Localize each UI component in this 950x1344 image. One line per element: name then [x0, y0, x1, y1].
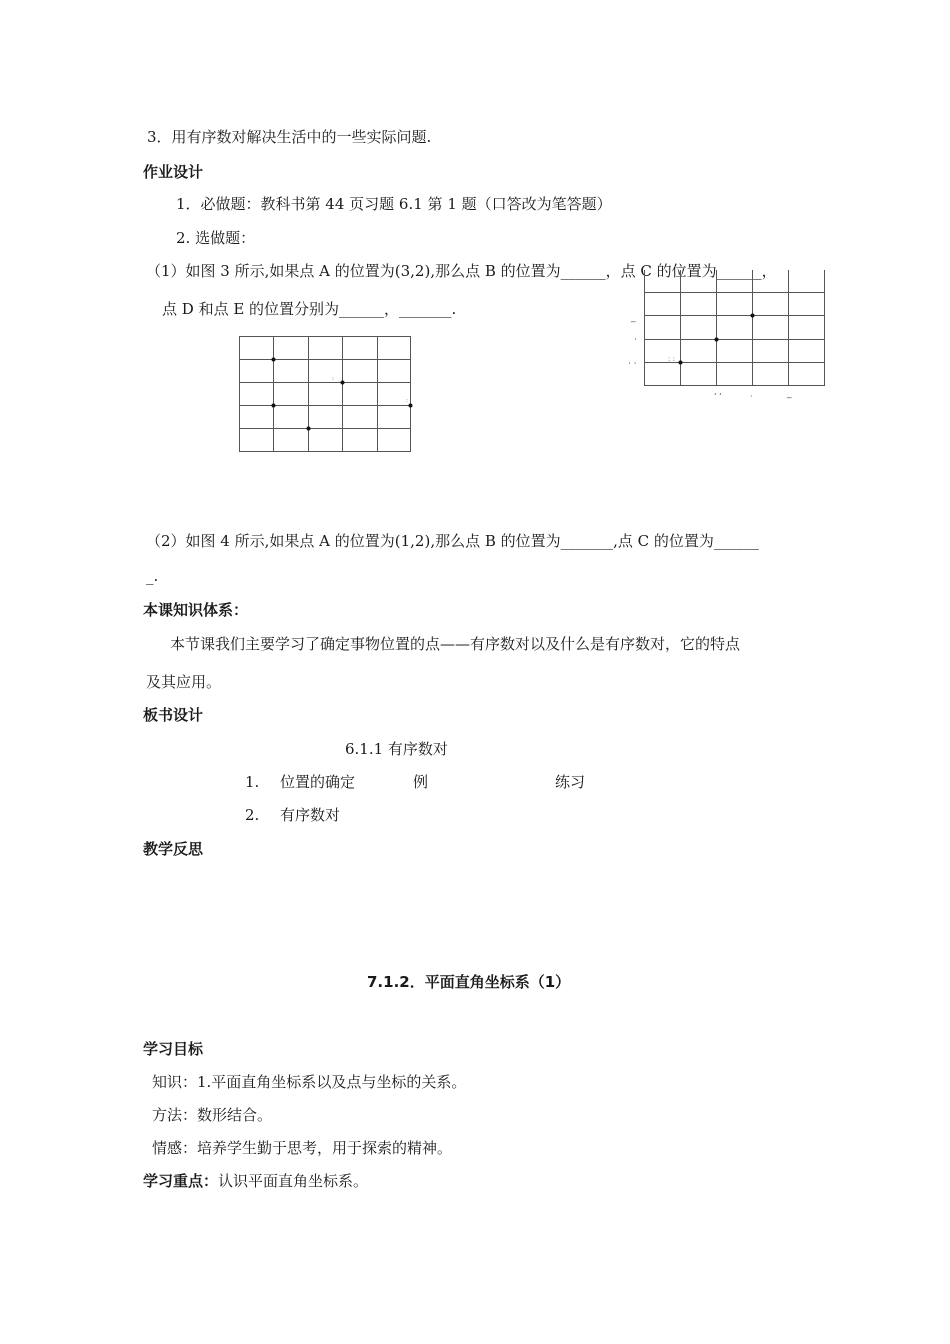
figure-4-stray-mark: ‘ ‘	[714, 392, 722, 401]
question-1-line-2: 点 D 和点 E 的位置分别为______，_______.	[162, 300, 457, 318]
figure-4-grid	[644, 270, 826, 388]
board-row-2-text: 有序数对	[280, 806, 341, 824]
homework-required: 1．必做题：教科书第 44 页习题 6.1 第 1 题（口答改为笔答题）	[176, 195, 612, 213]
board-row-1-practice: 练习	[555, 773, 586, 791]
figure-4-svg	[644, 270, 826, 388]
focus-line	[143, 1171, 368, 1191]
figure-4-stray-mark: : :	[668, 355, 675, 363]
summary-heading: 本课知识体系：	[143, 601, 249, 619]
figure-3-point	[272, 404, 276, 408]
question-1-line-1: （1）如图 3 所示,如果点 A 的位置为(3,2),那么点 B 的位置为______，点 C 的位置为______，	[146, 262, 777, 280]
figure-4-stray-mark: · ·	[628, 359, 637, 369]
reflection-heading: 教学反思	[143, 840, 204, 858]
summary-paragraph-line-1: 本节课我们主要学习了确定事物位置的点——有序数对以及什么是有序数对，它的特点	[170, 635, 741, 653]
board-row-1-text: 位置的确定	[280, 773, 356, 791]
item-3: 3．用有序数对解决生活中的一些实际问题.	[147, 128, 432, 146]
figure-4-point	[715, 338, 719, 342]
figure-4-stray-mark: _	[787, 389, 792, 399]
board-row-2-number: 2.	[245, 806, 260, 824]
figure-3-svg	[239, 336, 411, 452]
board-row-1-example: 例	[413, 773, 429, 791]
figure-3-point	[409, 404, 413, 408]
focus-text: 认识平面直角坐标系。	[218, 1172, 369, 1190]
figure-4-stray-mark: _	[631, 313, 636, 323]
figure-4-point	[679, 361, 683, 365]
figure-3-tiny-mark: :	[332, 375, 335, 382]
homework-optional: 2. 选做题：	[176, 229, 256, 247]
figure-4-stray-mark: ·	[634, 335, 637, 345]
board-title: 6.1.1 有序数对	[345, 740, 448, 758]
question-2-line-2: _.	[146, 567, 159, 585]
focus-label: 学习重点：	[143, 1172, 219, 1190]
question-2-line-1: （2）如图 4 所示,如果点 A 的位置为(1,2),那么点 B 的位置为_______,点 C 的位置为______	[146, 532, 759, 550]
figure-3-point	[272, 358, 276, 362]
figure-4-point	[751, 314, 755, 318]
board-row-1-number: 1.	[245, 773, 260, 791]
goal-knowledge: 知识：1.平面直角坐标系以及点与坐标的关系。	[152, 1073, 467, 1091]
figure-3-grid	[239, 336, 411, 452]
figure-3-tiny-mark: :	[406, 397, 409, 404]
section-title: 7.1.2．平面直角坐标系（1）	[367, 973, 571, 991]
figure-3-point	[307, 427, 311, 431]
figure-4-stray-mark: ·	[750, 392, 753, 401]
summary-paragraph-line-2: 及其应用。	[146, 673, 222, 691]
goal-method: 方法：数形结合。	[152, 1106, 273, 1124]
homework-heading: 作业设计	[143, 163, 204, 181]
goals-heading: 学习目标	[143, 1040, 204, 1058]
board-heading: 板书设计	[143, 706, 204, 724]
figure-3-point	[341, 381, 345, 385]
goal-emotion: 情感：培养学生勤于思考，用于探索的精神。	[152, 1139, 453, 1157]
